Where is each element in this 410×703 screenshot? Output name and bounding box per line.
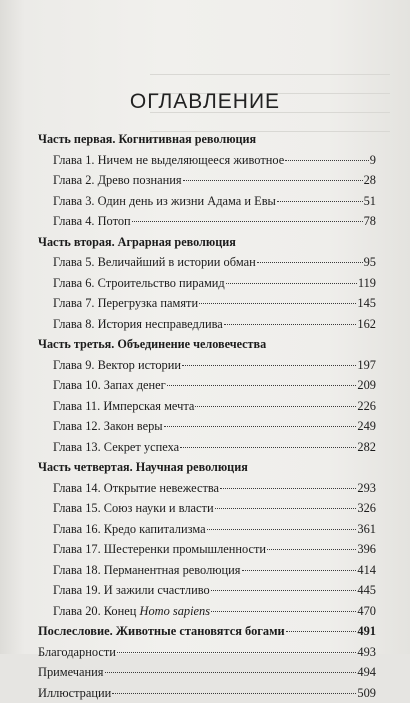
entry-title xyxy=(53,498,214,519)
entry-title-text: Глава 12. Закон веры xyxy=(53,419,163,433)
entry-title-text: Послесловие. Животные становятся богами xyxy=(38,624,285,638)
page-number: 494 xyxy=(357,662,410,683)
dot-leader xyxy=(267,549,356,550)
entry-title-text: Благодарности xyxy=(38,645,116,659)
entry-title-text: Глава 18. Перманентная революция xyxy=(53,563,241,577)
page-number: 78 xyxy=(364,211,410,232)
page-number: 491 xyxy=(357,621,410,642)
dot-leader xyxy=(215,508,357,509)
page-number: 293 xyxy=(357,478,410,499)
entry-title xyxy=(53,273,225,294)
dot-leader xyxy=(164,426,357,427)
entry-title-text: Глава 10. Запах денег xyxy=(53,378,166,392)
entry-title-text: Глава 5. Величайший в истории обман xyxy=(53,255,256,269)
entry-title xyxy=(53,416,163,437)
page-number: 9 xyxy=(370,150,410,171)
entry-title-text: Часть вторая. Аграрная революция xyxy=(38,235,236,249)
entry-title xyxy=(53,396,194,417)
dot-leader xyxy=(277,201,363,202)
chapter-entry[interactable] xyxy=(0,478,410,499)
dot-leader xyxy=(211,590,357,591)
chapter-entry[interactable] xyxy=(0,293,410,314)
chapter-entry[interactable] xyxy=(0,191,410,212)
entry-title xyxy=(53,539,266,560)
page-number: 145 xyxy=(357,293,410,314)
page-number: 119 xyxy=(358,273,410,294)
page-number: 493 xyxy=(357,642,410,663)
entry-title xyxy=(53,150,284,171)
entry-title xyxy=(38,129,256,150)
entry-title xyxy=(53,211,131,232)
dot-leader xyxy=(180,447,356,448)
page-title: ОГЛАВЛЕНИЕ xyxy=(0,90,410,114)
entry-title xyxy=(53,252,256,273)
entry-title xyxy=(53,375,166,396)
entry-title-text: Глава 9. Вектор истории xyxy=(53,358,181,372)
dot-leader xyxy=(105,672,357,673)
dot-leader xyxy=(112,693,356,694)
chapter-entry[interactable] xyxy=(0,416,410,437)
entry-title-text: Глава 2. Древо познания xyxy=(53,173,182,187)
entry-title-text: Глава 20. Конец xyxy=(53,604,140,618)
entry-title xyxy=(38,683,111,703)
chapter-entry[interactable] xyxy=(0,355,410,376)
entry-title-text: Глава 11. Имперская мечта xyxy=(53,399,194,413)
chapter-entry[interactable] xyxy=(0,314,410,335)
entry-title xyxy=(53,580,210,601)
entry-title xyxy=(53,314,223,335)
back-matter-entry[interactable] xyxy=(0,642,410,663)
chapter-entry[interactable] xyxy=(0,498,410,519)
entry-title-text: Часть третья. Объединение человечества xyxy=(38,337,266,351)
entry-title-italic: Homo sapiens xyxy=(140,604,211,618)
page-number: 396 xyxy=(357,539,410,560)
chapter-entry[interactable] xyxy=(0,601,410,622)
page-number: 282 xyxy=(357,437,410,458)
entry-title-text: Глава 15. Союз науки и власти xyxy=(53,501,214,515)
dot-leader xyxy=(211,611,356,612)
page-number: 509 xyxy=(357,683,410,703)
dot-leader xyxy=(167,385,357,386)
entry-title xyxy=(53,478,219,499)
chapter-entry[interactable] xyxy=(0,170,410,191)
entry-title xyxy=(53,519,206,540)
part-heading[interactable] xyxy=(0,232,410,253)
entry-title-text: Глава 19. И зажили счастливо xyxy=(53,583,210,597)
dot-leader xyxy=(220,488,356,489)
page-number: 470 xyxy=(357,601,410,622)
chapter-entry[interactable] xyxy=(0,560,410,581)
page-number: 445 xyxy=(357,580,410,601)
entry-title xyxy=(38,457,248,478)
table-of-contents xyxy=(0,129,410,703)
dot-leader xyxy=(182,365,356,366)
dot-leader xyxy=(199,303,356,304)
page-number: 162 xyxy=(357,314,410,335)
entry-title-text: Глава 3. Один день из жизни Адама и Евы xyxy=(53,194,276,208)
dot-leader xyxy=(224,324,357,325)
back-matter-entry[interactable] xyxy=(0,662,410,683)
dot-leader xyxy=(132,221,363,222)
part-heading[interactable] xyxy=(0,457,410,478)
entry-title xyxy=(53,560,241,581)
page-number: 249 xyxy=(357,416,410,437)
entry-title-text: Глава 14. Открытие невежества xyxy=(53,481,219,495)
entry-title xyxy=(53,191,276,212)
page-number: 28 xyxy=(364,170,410,191)
chapter-entry[interactable] xyxy=(0,150,410,171)
entry-title xyxy=(38,232,236,253)
chapter-entry[interactable] xyxy=(0,519,410,540)
entry-title xyxy=(38,642,116,663)
dot-leader xyxy=(226,283,357,284)
part-heading[interactable] xyxy=(0,129,410,150)
entry-title-text: Глава 8. История несправедлива xyxy=(53,317,223,331)
entry-title xyxy=(53,601,210,622)
page-number: 361 xyxy=(357,519,410,540)
entry-title-text: Примечания xyxy=(38,665,104,679)
part-heading[interactable] xyxy=(0,334,410,355)
page-number: 197 xyxy=(357,355,410,376)
dot-leader xyxy=(183,180,363,181)
chapter-entry[interactable] xyxy=(0,539,410,560)
chapter-entry[interactable] xyxy=(0,437,410,458)
chapter-entry[interactable] xyxy=(0,211,410,232)
page-number: 226 xyxy=(357,396,410,417)
entry-title-text: Глава 7. Перегрузка памяти xyxy=(53,296,198,310)
entry-title xyxy=(53,355,181,376)
dot-leader xyxy=(286,631,357,632)
entry-title-text: Часть первая. Когнитивная революция xyxy=(38,132,256,146)
entry-title-text: Глава 1. Ничем не выделяющееся животное xyxy=(53,153,284,167)
chapter-entry[interactable] xyxy=(0,396,410,417)
chapter-entry[interactable] xyxy=(0,252,410,273)
page-number: 326 xyxy=(357,498,410,519)
page-number: 414 xyxy=(357,560,410,581)
entry-title xyxy=(53,170,182,191)
back-matter-entry[interactable] xyxy=(0,683,410,703)
entry-title-text: Глава 6. Строительство пирамид xyxy=(53,276,225,290)
dot-leader xyxy=(195,406,356,407)
entry-title-text: Глава 13. Секрет успеха xyxy=(53,440,179,454)
entry-title-text: Часть четвертая. Научная революция xyxy=(38,460,248,474)
page-number: 209 xyxy=(357,375,410,396)
chapter-entry[interactable] xyxy=(0,580,410,601)
entry-title-text: Иллюстрации xyxy=(38,686,111,700)
page-number: 51 xyxy=(364,191,410,212)
page-number: 95 xyxy=(364,252,410,273)
dot-leader xyxy=(117,652,356,653)
entry-title xyxy=(38,621,285,642)
dot-leader xyxy=(285,160,369,161)
entry-title-text: Глава 16. Кредо капитализма xyxy=(53,522,206,536)
entry-title xyxy=(38,334,266,355)
dot-leader xyxy=(257,262,363,263)
entry-title xyxy=(53,293,198,314)
chapter-entry[interactable] xyxy=(0,375,410,396)
dot-leader xyxy=(207,529,357,530)
back-matter-entry[interactable] xyxy=(0,621,410,642)
entry-title xyxy=(38,662,104,683)
chapter-entry[interactable] xyxy=(0,273,410,294)
entry-title-text: Глава 4. Потоп xyxy=(53,214,131,228)
entry-title-text: Глава 17. Шестеренки промышленности xyxy=(53,542,266,556)
entry-title xyxy=(53,437,179,458)
dot-leader xyxy=(242,570,357,571)
